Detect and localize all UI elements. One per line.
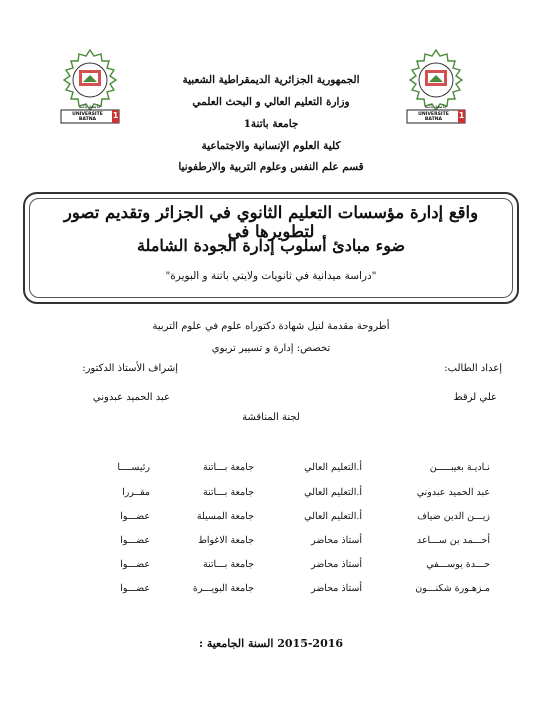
university-logo-right xyxy=(393,46,479,132)
committee-role: عضـــوا xyxy=(120,535,150,546)
committee-role: مقــررا xyxy=(122,487,150,498)
logo-text: UNIVERSITE BATNA xyxy=(72,112,103,122)
logo-arabic: جامعة باتنة xyxy=(424,104,448,110)
academic-year-value: 2015-2016 xyxy=(277,637,344,650)
committee-rank: أ.التعليم العالي xyxy=(304,487,362,498)
committee-rank: أ.التعليم العالي xyxy=(304,462,362,473)
header-faculty: كلية العلوم الإنسانية والاجتماعية xyxy=(201,140,341,152)
thesis-title-line1: واقع إدارة مؤسسات التعليم الثانوي في الجزائر وتقديم تصور لتطويرها في xyxy=(63,203,479,241)
committee-rank: أستاذ محاضر xyxy=(310,535,362,546)
committee-title: لجنة المناقشة xyxy=(242,412,300,423)
committee-name: عبد الحميد عبدوني xyxy=(416,487,490,498)
committee-role: عضـــوا xyxy=(120,559,150,570)
header-ministry: وزارة التعليم العالي و البحث العلمي xyxy=(192,96,350,108)
academic-year xyxy=(170,637,372,650)
logo-number: 1 xyxy=(458,111,465,120)
committee-name: حـــدة يوســـفي xyxy=(426,559,490,570)
committee-name: زيـــن الدين ضياف xyxy=(417,511,490,522)
thesis-specialty: تخصص: إدارة و تسيير تربوي xyxy=(211,343,331,354)
thesis-subtitle: "دراسة ميدانية في ثانويات ولايتي باتنة و البويرة" xyxy=(165,270,377,282)
header-university: جامعة باتنة1 xyxy=(243,118,299,130)
student-name: علي لرقط xyxy=(453,392,497,403)
thesis-purpose: أطروحة مقدمة لنيل شهادة دكتوراه علوم في علوم التربية xyxy=(152,321,390,332)
committee-role: عضـــوا xyxy=(120,583,150,594)
committee-rank: أستاذ محاضر xyxy=(310,559,362,570)
committee-role: رئيســــا xyxy=(117,462,150,473)
logo-number: 1 xyxy=(112,111,119,120)
logo-arabic: جامعة باتنة xyxy=(78,104,102,110)
university-logo-left xyxy=(47,46,133,132)
thesis-title-line2: ضوء مبادئ أسلوب إدارة الجودة الشاملة xyxy=(136,236,406,255)
committee-university: جامعة بـــاتنة xyxy=(202,462,254,473)
committee-name: نـاديـة بعيبـــــن xyxy=(429,462,490,473)
committee-rank: أ.التعليم العالي xyxy=(304,511,362,522)
logo-text: UNIVERSITE BATNA xyxy=(418,112,449,122)
committee-rank: أستاذ محاضر xyxy=(310,583,362,594)
committee-university: جامعة البويـــرة xyxy=(192,583,254,594)
committee-university: جامعة بـــاتنة xyxy=(202,559,254,570)
committee-name: أحـــمد بن ســـاعد xyxy=(416,535,490,546)
academic-year-label: السنة الجامعية : xyxy=(198,637,274,650)
committee-university: جامعة المسيلة xyxy=(196,511,254,522)
committee-university: جامعة بـــاتنة xyxy=(202,487,254,498)
header-republic: الجمهورية الجزائرية الديمقراطية الشعبية xyxy=(182,74,360,86)
student-label: إعداد الطالب: xyxy=(444,363,502,374)
supervisor-name: عبد الحميد عبدوني xyxy=(92,392,170,403)
committee-university: جامعة الاغواط xyxy=(198,535,254,546)
committee-name: مـزهـورة شكنـــون xyxy=(415,583,490,594)
supervisor-label: إشراف الأستاذ الدكتور: xyxy=(82,363,178,374)
header-department: قسم علم النفس وعلوم التربية والارطفونيا xyxy=(178,161,364,173)
committee-role: عضـــوا xyxy=(120,511,150,522)
